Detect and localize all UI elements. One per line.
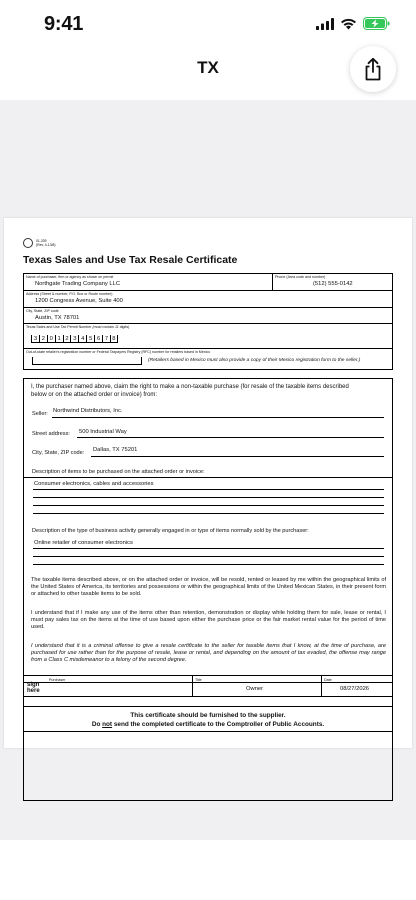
permit-digit: 1 xyxy=(55,335,63,343)
city-field[interactable]: Austin, TX 78701 xyxy=(35,315,80,321)
status-time: 9:41 xyxy=(44,13,84,35)
signature-row xyxy=(23,675,393,697)
sign-here-label: sign here xyxy=(27,682,40,694)
permit-digit: 3 xyxy=(70,335,78,343)
date-label: Date xyxy=(324,678,332,682)
phone-field[interactable]: (512) 555-0142 xyxy=(313,281,353,287)
seller-field[interactable]: Northwind Distributors, Inc. xyxy=(53,408,123,414)
bottom-safe-area xyxy=(0,840,416,900)
permit-digit: 7 xyxy=(102,335,110,343)
street-field[interactable]: 500 Industrial Way xyxy=(79,429,127,435)
rfc-label: Out-of-state retailer's registration number or Federal Taxpayers Registry (RFC) number for retailers based in Mexico xyxy=(26,350,211,354)
resale-statement: The taxable items described above, or on the attached order or invoice, will be resold, rented or leased by me within the geographical limits of the United States of America, its territories and possessions or within the geographical limits of the United Mexican States, in their present form or attached to other taxable items to be sold. xyxy=(31,577,386,597)
street-label: Street address: xyxy=(32,431,70,437)
seller-label: Seller: xyxy=(32,411,48,417)
signal-icon xyxy=(316,18,334,30)
rfc-note: (Retailers based in Mexico must also provide a copy of their Mexico registration form to the seller.) xyxy=(148,358,361,363)
form-title: Texas Sales and Use Tax Resale Certificate xyxy=(23,254,238,266)
document-viewer[interactable] xyxy=(0,100,416,840)
purchaser-signature-field[interactable] xyxy=(48,682,191,696)
use-tax-statement: I understand that if I make any use of the items other than retention, demonstration or display while holding them for sale, lease or rental, I must pay sales tax on the items at the time of use based upon either the purchase price or the fair market rental value for the period of time used. xyxy=(31,610,386,630)
items-field[interactable]: Consumer electronics, cables and accessories xyxy=(34,481,154,487)
purchaser-signature-label: Purchaser xyxy=(49,678,66,682)
address-field[interactable]: 1200 Congress Avenue, Suite 400 xyxy=(35,298,123,304)
permit-digit: 2 xyxy=(39,335,47,343)
title-label: Title xyxy=(195,678,202,682)
share-button[interactable] xyxy=(350,46,396,92)
nav-bar xyxy=(0,48,416,100)
share-icon xyxy=(363,57,383,81)
document-title: TX xyxy=(197,58,219,77)
claim-intro: I, the purchaser named above, claim the right to make a non-taxable purchase (for resale of the taxable items described below or on the attached order or invoice) from: xyxy=(31,384,349,398)
title-field[interactable]: Owner xyxy=(246,686,264,692)
address-label: Address (Street & number, P.O. Box or Route number) xyxy=(26,292,113,296)
city-zip-label: City, State, ZIP code: xyxy=(32,450,85,456)
permit-digit: 2 xyxy=(63,335,71,343)
permit-digit: 0 xyxy=(47,335,55,343)
items-label: Description of items to be purchased on the attached order or invoice: xyxy=(32,469,205,475)
permit-digit: 5 xyxy=(86,335,94,343)
permit-digit: 6 xyxy=(94,335,102,343)
battery-charging-icon xyxy=(363,17,390,30)
wifi-icon xyxy=(340,18,357,30)
permit-label: Texas Sales and Use Tax Permit Number (must contain 11 digits) xyxy=(26,325,130,329)
business-field[interactable]: Online retailer of consumer electronics xyxy=(34,540,133,546)
claim-content-lower xyxy=(4,218,412,748)
footer-line-1: This certificate should be furnished to the supplier. xyxy=(130,712,286,719)
form-number: 01-339 (Rev. 4-13/8) xyxy=(36,239,56,247)
purchaser-name-field[interactable]: Northgate Trading Company LLC xyxy=(35,281,121,287)
business-label: Description of the type of business activity generally engaged in or type of items normally sold by the purchaser: xyxy=(32,528,309,534)
permit-digit: 8 xyxy=(110,335,118,343)
date-field[interactable]: 08/27/2026 xyxy=(340,686,370,692)
footer-line-2: Do not send the completed certificate to the Comptroller of Public Accounts. xyxy=(91,721,325,728)
criminal-offense-statement: I understand that it is a criminal offense to give a resale certificate to the seller for taxable items that I know, at the time of purchase, are purchased for use rather than for the purpose of resale, lease or rental, and depending on the amount of tax evaded, the offense may range from a Class C misdemeanor to a felony of the second degree. xyxy=(31,643,386,663)
permit-digit: 4 xyxy=(78,335,86,343)
purchaser-name-label: Name of purchaser, firm or agency as shown on permit xyxy=(26,275,114,279)
status-icons xyxy=(316,17,390,30)
footer-notice xyxy=(23,706,393,732)
phone-label: Phone (Area code and number) xyxy=(275,275,326,279)
permit-digit: 3 xyxy=(31,335,39,343)
city-label: City, State, ZIP code xyxy=(26,309,59,313)
seller-city-field[interactable]: Dallas, TX 75201 xyxy=(93,447,138,453)
status-bar xyxy=(0,0,416,48)
